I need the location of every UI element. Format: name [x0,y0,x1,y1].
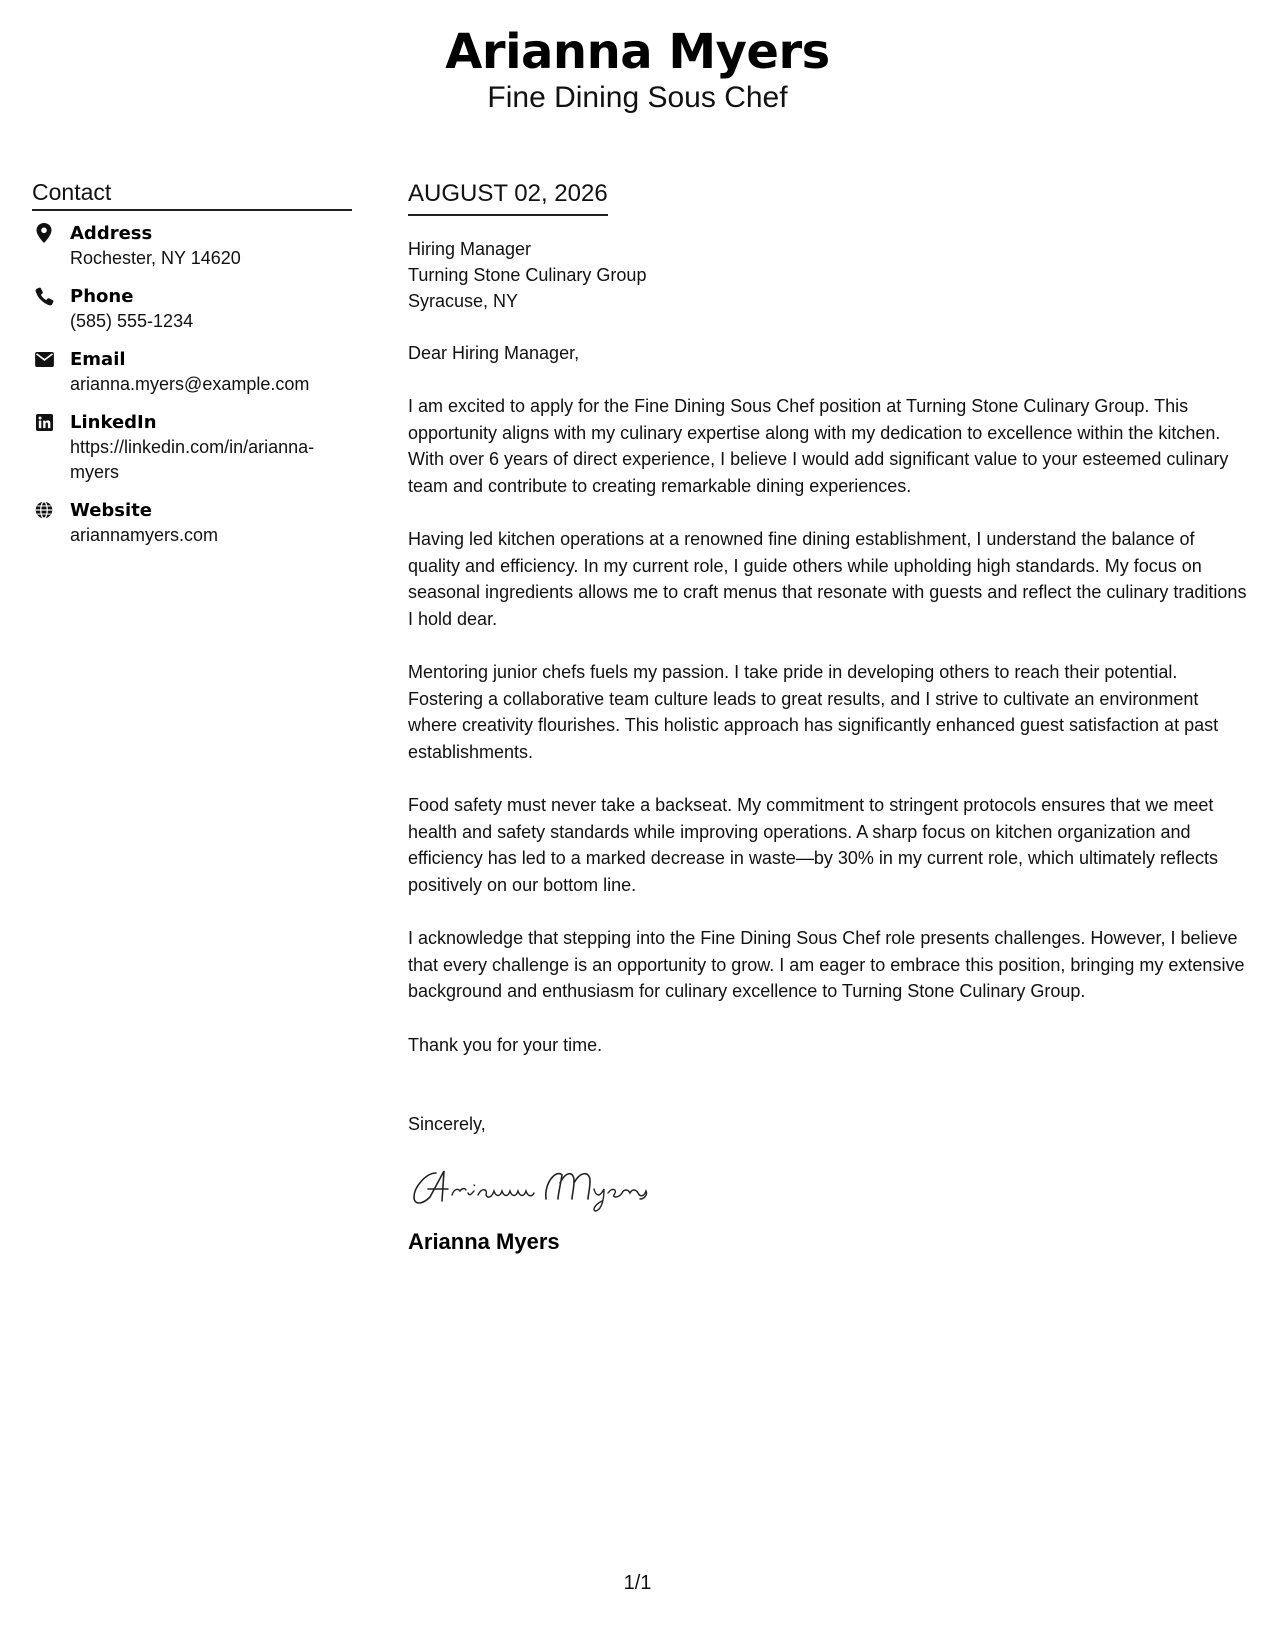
contact-item-linkedin [32,410,352,485]
body-paragraph: Mentoring junior chefs fuels my passion. I take pride in developing others to reach their potential. Fostering a collaborative team culture leads to great results, and I strive to cultivate an environment where creativity flourishes. This holistic approach has significantly enhanced guest satisfaction at past establishments. [408,662,1219,762]
thank-you-line: Thank you for your time. [408,1034,603,1055]
map-pin-icon [34,222,54,244]
recipient-block [408,236,1248,314]
contact-item-website [32,498,352,548]
contact-sidebar [32,177,352,561]
date-block [408,178,608,216]
applicant-name: Arianna Myers [445,24,830,80]
letter-header [0,22,1275,116]
envelope-icon [34,348,54,370]
phone-icon [34,285,54,307]
body-paragraph: Food safety must never take a backseat. My commitment to stringent protocols ensures that we meet health and safety standards while improving operations. A sharp focus on kitchen organization and efficiency has led to a marked decrease in waste—by 30% in my current role, which ultimately reflects positively on our bottom line. [408,795,1219,895]
address-value: Rochester, NY 14620 [70,248,241,268]
page-number: 1/1 [623,1572,652,1594]
contact-list [32,221,352,548]
contact-label: LinkedIn [70,412,157,433]
email-value: arianna.myers@example.com [70,374,310,394]
contact-item-phone [32,284,352,334]
contact-label: Email [70,349,126,370]
salutation: Dear Hiring Manager, [408,343,580,363]
contact-label: Phone [70,286,134,307]
closing: Sincerely, [408,1113,486,1134]
signed-name: Arianna Myers [408,1228,560,1254]
body-paragraph: I acknowledge that stepping into the Fine Dining Sous Chef role presents challenges. However, I believe that every challenge is an opportunity to grow. I am eager to embrace this position, bringing my extensive background and enthusiasm for culinary excellence to Turning Stone Culinary Group. [408,928,1245,1001]
body-paragraph: I am excited to apply for the Fine Dining Sous Chef position at Turning Stone Culinary Group. This opportunity aligns with my culinary expertise along with my dedication to excellence within the kitchen. With over 6 years of direct experience, I believe I would add significant value to your esteemed culinary team and contribute to creating remarkable dining experiences. [408,396,1229,496]
contact-label: Address [70,223,153,244]
contact-label: Website [70,500,153,521]
applicant-title: Fine Dining Sous Chef [487,81,788,114]
contact-heading: Contact [32,177,352,211]
handwritten-signature [408,1159,668,1215]
recipient-name: Hiring Manager [408,239,532,259]
globe-icon [34,499,54,521]
linkedin-icon [34,411,54,433]
letter-date: AUGUST 02, 2026 [408,180,608,207]
recipient-company: Turning Stone Culinary Group [408,265,647,285]
letter-body [408,178,1248,1257]
body-paragraph: Having led kitchen operations at a renowned fine dining establishment, I understand the balance of quality and efficiency. In my current role, I guide others while upholding high standards. My focus on seasonal ingredients allows me to craft menus that resonate with guests and reflect the culinary traditions I hold dear. [408,529,1247,629]
website-value: ariannamyers.com [70,525,219,545]
contact-item-address [32,221,352,271]
linkedin-value: https://linkedin.com/in/arianna-myers [70,437,315,482]
contact-item-email [32,347,352,397]
phone-value: (585) 555-1234 [70,311,194,331]
recipient-location: Syracuse, NY [408,291,519,311]
